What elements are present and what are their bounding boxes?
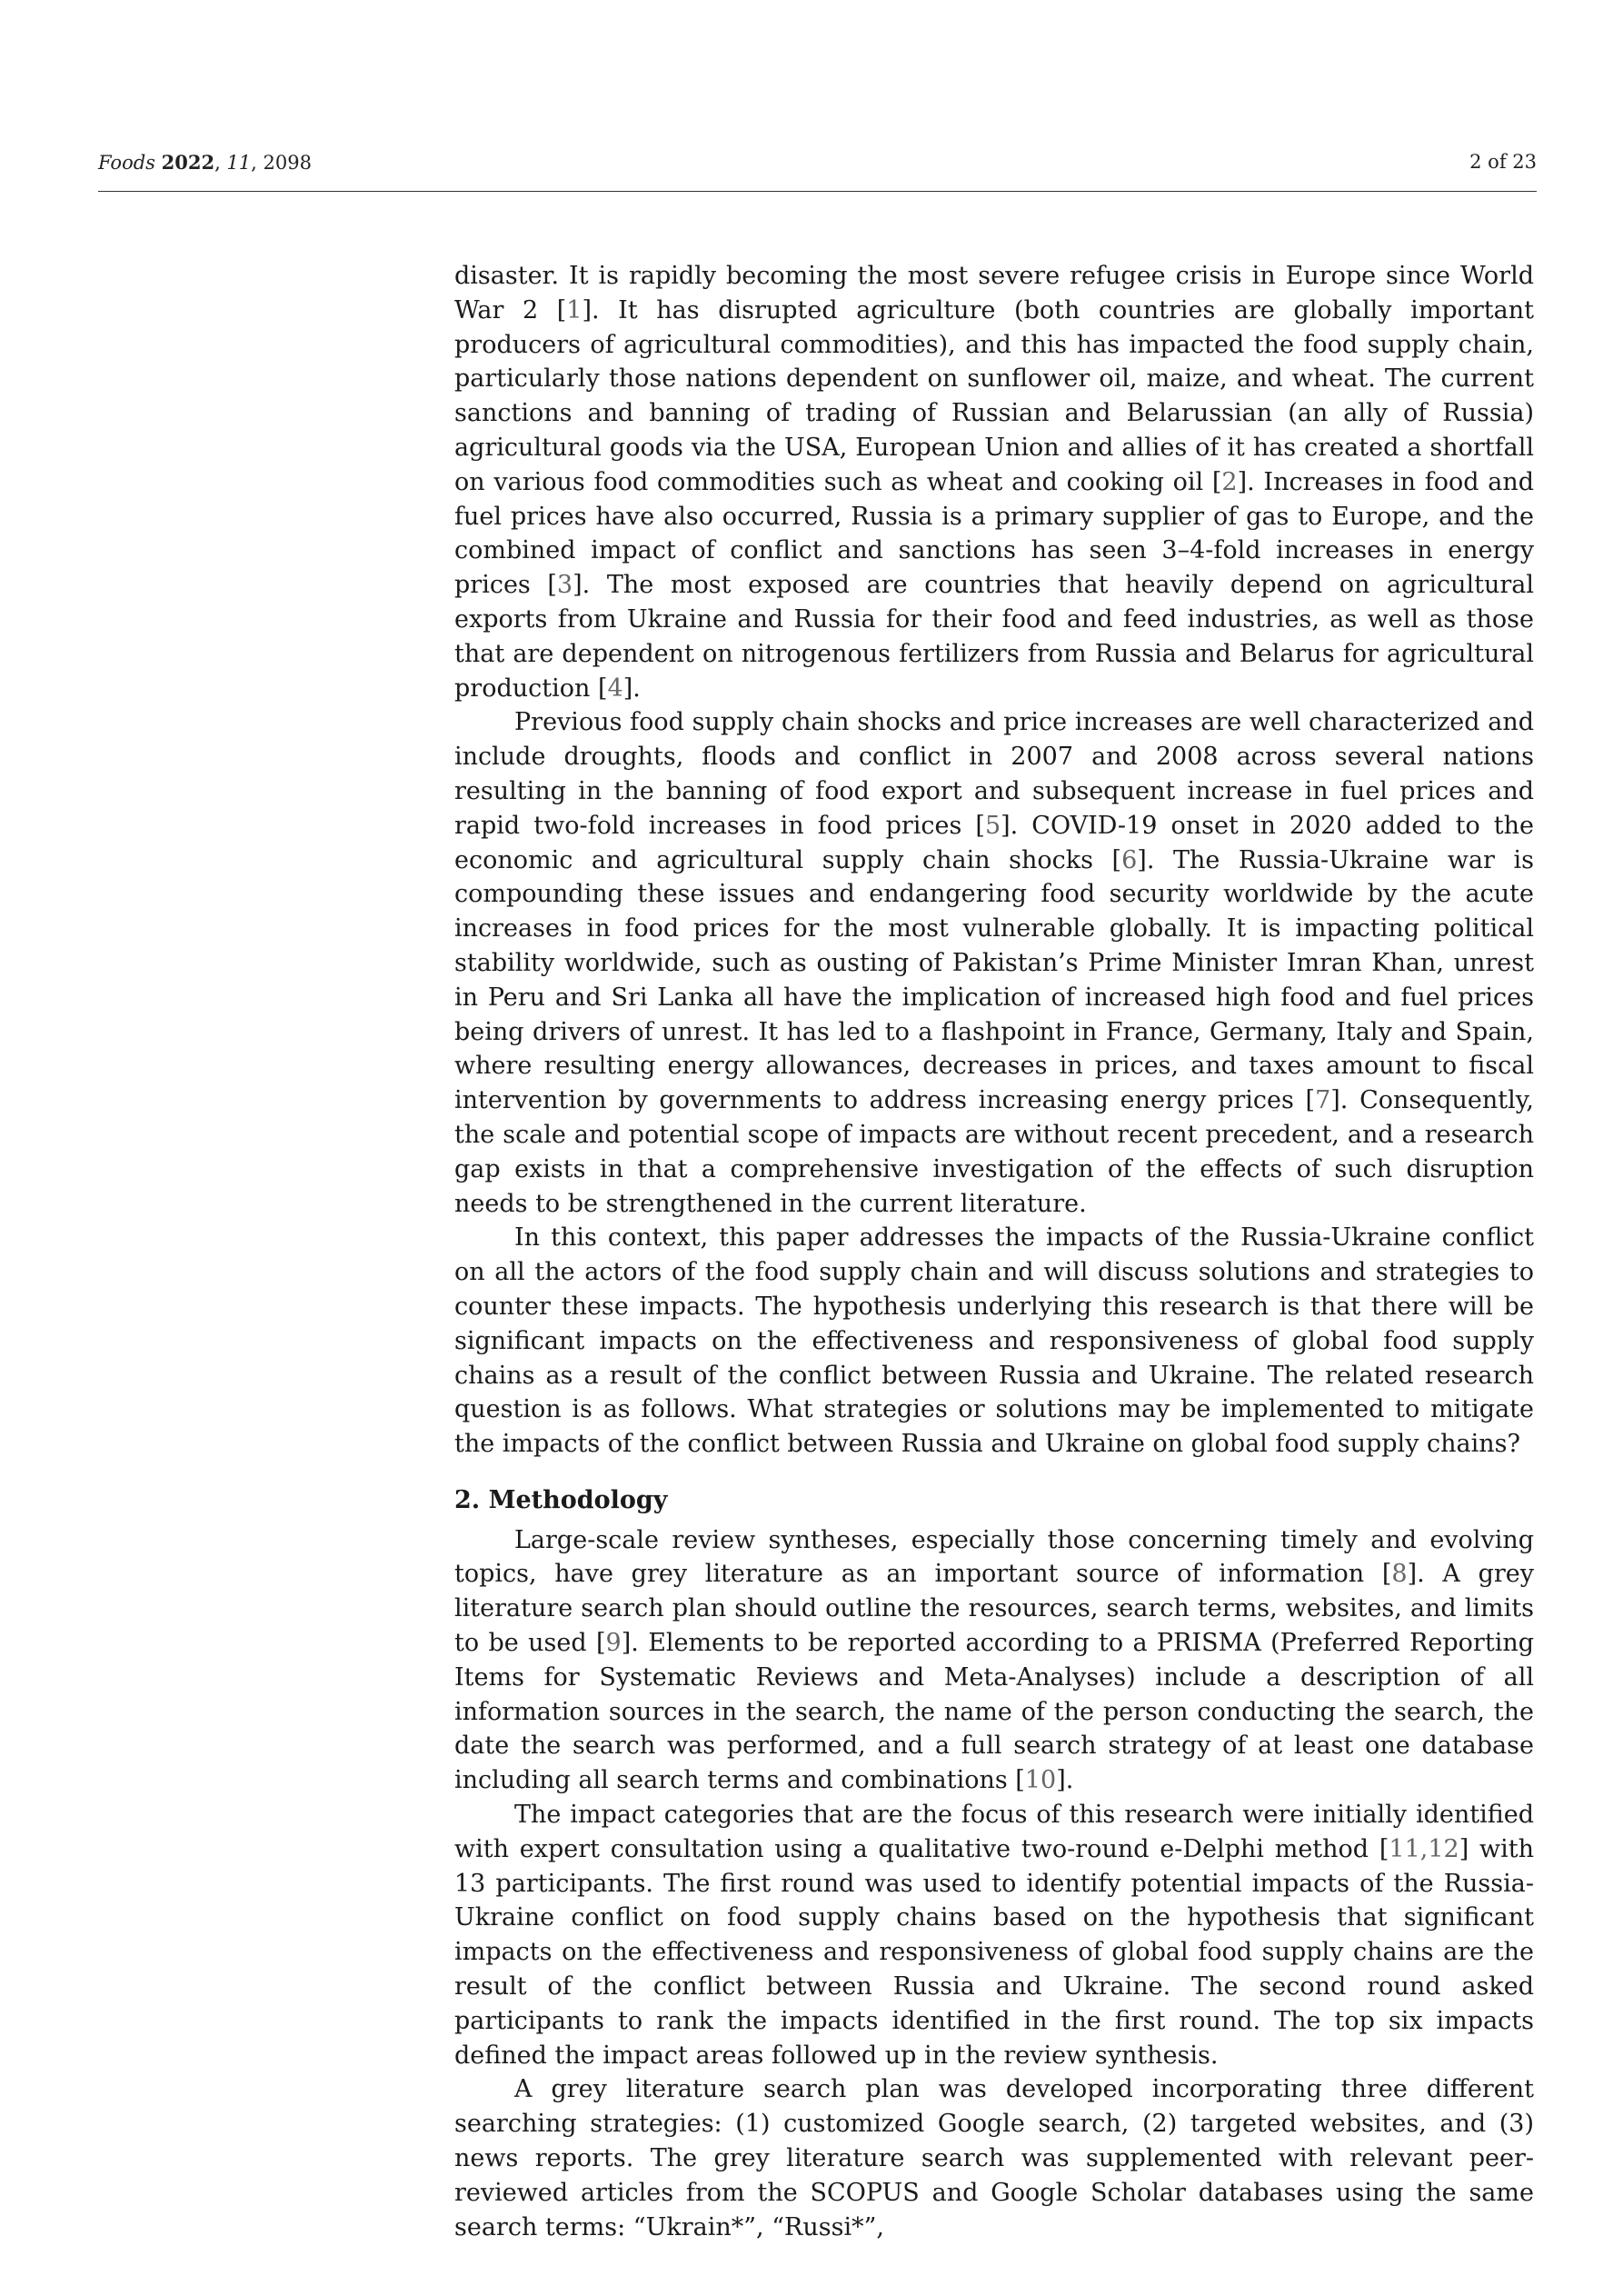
page-number: 2 of 23 bbox=[1469, 151, 1537, 173]
text-run: disaster. It is rapidly becoming the most severe refugee crisis in Europe since World War 2 [ bbox=[454, 262, 1534, 324]
paragraph-2 bbox=[454, 705, 1534, 1221]
text-run: ]. COVID-19 onset in 2020 added to the economic and agricultural supply chain shocks [ bbox=[454, 811, 1535, 874]
citation-link[interactable]: 11,12 bbox=[1389, 1834, 1459, 1863]
paragraph-4 bbox=[454, 1523, 1534, 1798]
journal-name: Foods bbox=[98, 152, 155, 174]
citation-link[interactable]: 2 bbox=[1221, 467, 1238, 496]
paragraph-1 bbox=[454, 259, 1534, 705]
text-run: Previous food supply chain shocks and price increases are well characterized and include droughts, floods and conflict in 2007 and 2008 across several nations resulting in the banning of food export and subsequent increase in fuel prices and rapid two-fold increases in food prices [ bbox=[454, 708, 1534, 840]
citation-link[interactable]: 5 bbox=[984, 811, 1001, 840]
section-heading-methodology: 2. Methodology bbox=[454, 1485, 668, 1514]
header-divider bbox=[98, 191, 1537, 192]
citation-link[interactable]: 7 bbox=[1315, 1086, 1331, 1115]
journal-year: 2022 bbox=[161, 151, 215, 174]
text-run: In this context, this paper addresses the impacts of the Russia-Ukraine conflict on all the actors of the food supply chain and will discuss solutions and strategies to counter these impacts. The hypothesis underlying this research is that there will be significant impacts on the effectiveness and responsiveness of global food supply chains as a result of the conflict between Russia and Ukraine. The related research question is as follows. What strategies or solutions may be implemented to mitigate the impacts of the conflict between Russia and Ukraine on global food supply chains? bbox=[454, 1223, 1534, 1459]
running-header bbox=[98, 151, 1537, 187]
paragraph-3 bbox=[454, 1221, 1534, 1462]
text-run: ] with 13 participants. The first round was used to identify potential impacts of the Russia-Ukraine conflict on food supply chains based on the hypothesis that significant impacts on the effectiveness and responsiveness of global food supply chains are the result of the conflict between Russia and Ukraine. The second round asked participants to rank the impacts identified in the first round. The top six impacts defined the impact areas followed up in the review synthesis. bbox=[454, 1834, 1534, 2070]
text-run: ]. The most exposed are countries that heavily depend on agricultural exports from Ukraine and Russia for their food and feed industries, as well as those that are dependent on nitrogenous fertilizers from Russia and Belarus for agricultural production [ bbox=[454, 571, 1534, 703]
journal-reference: Foods 2022, 11, 2098 bbox=[98, 151, 312, 174]
citation-link[interactable]: 4 bbox=[607, 674, 623, 703]
citation-link[interactable]: 8 bbox=[1391, 1560, 1408, 1589]
journal-volume: 11 bbox=[226, 152, 252, 174]
citation-link[interactable]: 3 bbox=[556, 571, 573, 600]
text-run: ]. Increases in food and fuel prices have also occurred, Russia is a primary supplier of gas to Europe, and the combined impact of conflict and sanctions has seen 3–4-fold increases in energy prices [ bbox=[454, 467, 1534, 600]
text-run: ]. bbox=[1056, 1766, 1074, 1795]
article-body bbox=[454, 259, 1534, 2244]
text-run: ]. bbox=[622, 674, 641, 703]
article-number: 2098 bbox=[263, 152, 312, 174]
citation-link[interactable]: 10 bbox=[1024, 1766, 1057, 1795]
text-run: ]. The Russia-Ukraine war is compounding these issues and endangering food security worldwide by the acute increases in food prices for the most vulnerable globally. It is impacting political stability worldwide, such as ousting of Pakistan’s Prime Minister Imran Khan, unrest in Peru and Sri Lanka all have the implication of increased high food and fuel prices being drivers of unrest. It has led to a flashpoint in France, Germany, Italy and Spain, where resulting energy allowances, decreases in prices, and taxes amount to fiscal intervention by governments to address increasing energy prices [ bbox=[454, 845, 1534, 1115]
text-run: ]. A grey literature search plan should outline the resources, search terms, websites, and limits to be used [ bbox=[454, 1560, 1534, 1658]
text-run: ]. It has disrupted agriculture (both countries are globally important producers of agricultural commodities), and this has impacted the food supply chain, particularly those nations dependent on sunflower oil, maize, and wheat. The current sanctions and banning of trading of Russian and Belarussian (an ally of Russia) agricultural goods via the USA, European Union and allies of it has created a shortfall on various food commodities such as wheat and cooking oil [ bbox=[454, 295, 1534, 496]
text-run: Large-scale review syntheses, especially those concerning timely and evolving topics, have grey literature as an important source of information [ bbox=[454, 1525, 1534, 1589]
paragraph-5 bbox=[454, 1798, 1534, 2072]
citation-link[interactable]: 9 bbox=[605, 1629, 622, 1658]
text-run: ]. Consequently, the scale and potential scope of impacts are without recent precedent, and a research gap exists in that a comprehensive investigation of the effects of such disruption needs to be strengthened in the current literature. bbox=[454, 1086, 1534, 1218]
text-run: ]. Elements to be reported according to a PRISMA (Preferred Reporting Items for Systematic Reviews and Meta-Analyses) include a description of all information sources in the search, the name of the person conducting the search, the date the search was performed, and a full search strategy of at least one database including all search terms and combinations [ bbox=[454, 1629, 1534, 1795]
citation-link[interactable]: 1 bbox=[566, 295, 582, 324]
citation-link[interactable]: 6 bbox=[1121, 845, 1138, 874]
text-run: A grey literature search plan was developed incorporating three different searching strategies: (1) customized Google search, (2) targeted websites, and (3) news reports. The grey literature search was supplemented with relevant peer-reviewed articles from the SCOPUS and Google Scholar databases using the same search terms: “Ukrain*”, “Russi*”, bbox=[454, 2075, 1534, 2241]
paragraph-6 bbox=[454, 2072, 1534, 2244]
text-run: The impact categories that are the focus of this research were initially identified with expert consultation using a qualitative two-round e-Delphi method [ bbox=[454, 1801, 1534, 1863]
